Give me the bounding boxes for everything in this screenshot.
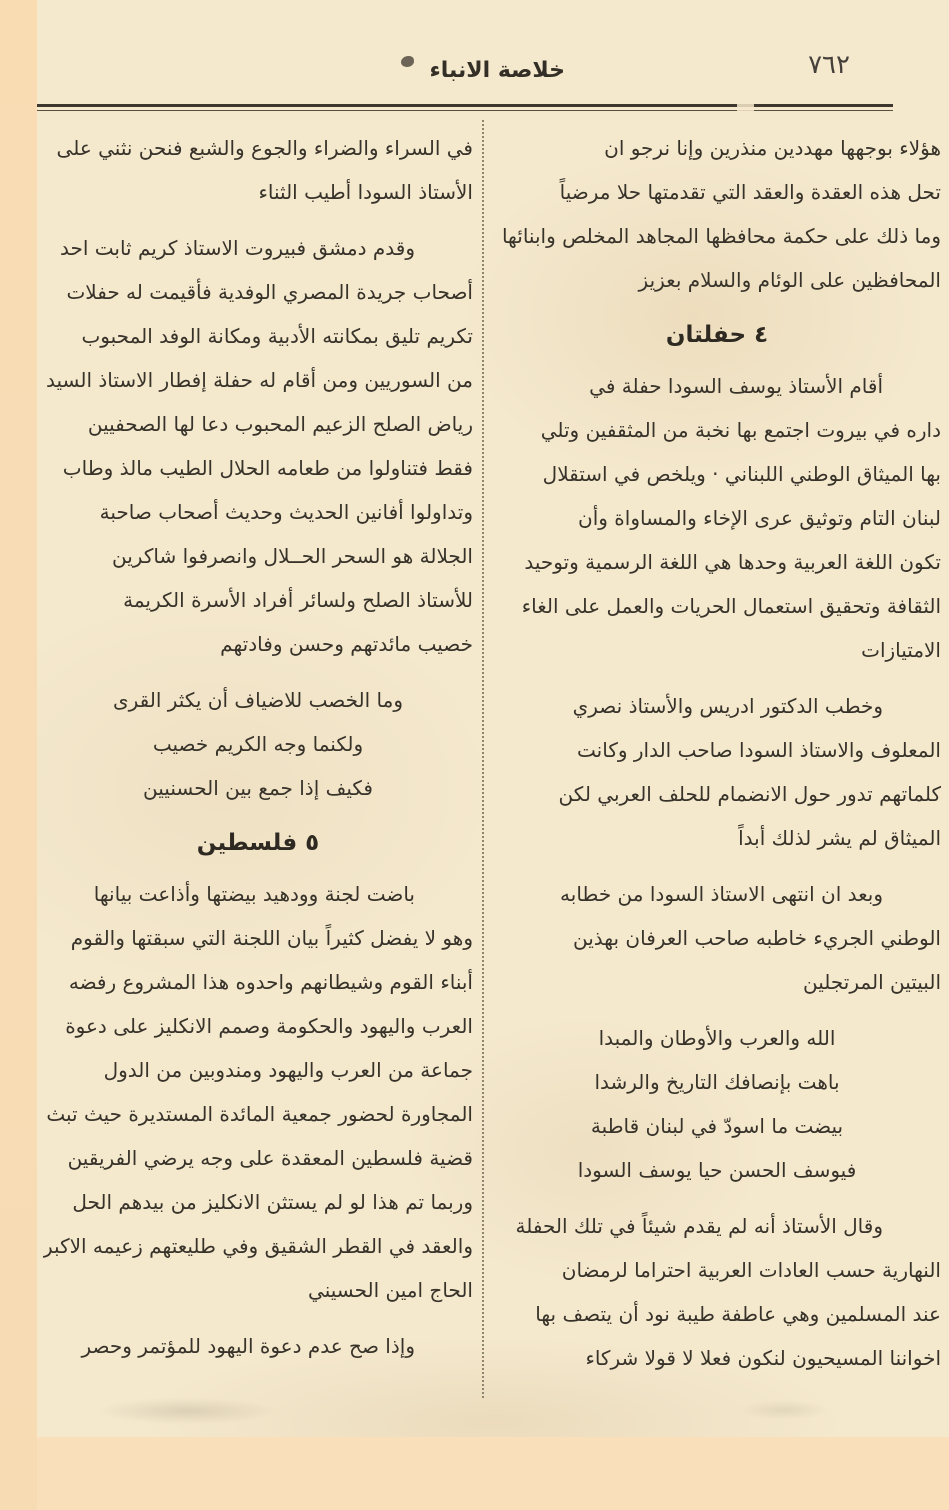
text-line: الثقافة وتحقيق استعمال الحريات والعمل على الغاء	[521, 594, 941, 618]
text-line: للأستاذ الصلح ولسائر أفراد الأسرة الكريمة	[123, 588, 473, 612]
text-line: فيوسف الحسن حيا يوسف السودا	[577, 1158, 857, 1182]
column-right	[487, 118, 949, 1437]
text-line: الأستاذ السودا أطيب الثناء	[258, 180, 473, 204]
text-line: لبنان التام وتوثيق عرى الإخاء والمساواة وأن	[578, 506, 941, 530]
text-line: باهت بإنصافك التاريخ والرشدا	[594, 1070, 840, 1094]
page-title: خلاصة الانباء	[429, 58, 565, 83]
text-line: وهو لا يفضل كثيراً بيان اللجنة التي سبقتها والقوم	[70, 926, 473, 950]
text-block	[43, 872, 473, 1312]
text-line: العرب واليهود والحكومة وصمم الانكليز على دعوة	[65, 1014, 473, 1038]
text-line: الوطني الجريء خاطبه صاحب العرفان بهذين	[572, 926, 941, 950]
text-line: فقط فتناولوا من طعامه الحلال الطيب مالذ وطاب	[62, 456, 473, 480]
text-line: وتداولوا أفانين الحديث وحديث أصحاب صاحبة	[99, 500, 473, 524]
page-scan	[37, 0, 949, 1437]
text-line: المعلوف والاستاذ السودا صاحب الدار وكانت	[577, 738, 941, 762]
column-left	[37, 118, 479, 1437]
bleed-through-mark	[97, 1398, 277, 1424]
text-line: وما الخصب للاضياف أن يكثر القرى	[112, 688, 404, 712]
text-block	[43, 126, 473, 214]
section-heading: ٥ فلسطين	[196, 830, 320, 856]
text-line: الميثاق لم يشر لذلك أبداً	[738, 826, 941, 850]
text-line: أصحاب جريدة المصري الوفدية فأقيمت له حفلات	[66, 280, 473, 304]
page-header	[37, 46, 949, 94]
text-block	[43, 226, 473, 666]
text-line: جماعة من العرب واليهود ومندوبين من الدول	[103, 1058, 473, 1082]
bottom-margin-band	[37, 1437, 949, 1510]
text-line: اخواننا المسيحيون لنكون فعلا لا قولا شركاء	[585, 1346, 941, 1370]
text-line: والعقد في القطر الشقيق وفي طليعتهم زعيمه الاكبر	[43, 1234, 473, 1258]
text-line: فكيف إذا جمع بين الحسنيين	[143, 776, 373, 800]
text-line: رياض الصلح الزعيم المحبوب دعا لها الصحفيين	[87, 412, 473, 436]
text-line: النهارية حسب العادات العربية احتراما لرمضان	[561, 1258, 941, 1282]
text-line: وقال الأستاذ أنه لم يقدم شيئاً في تلك الحفلة	[515, 1214, 883, 1238]
text-line: الحاج امين الحسيني	[308, 1278, 473, 1302]
text-line: تكريم تليق بمكانته الأدبية ومكانة الوفد المحبوب	[81, 324, 473, 348]
text-line: وما ذلك على حكمة محافظها المجاهد المخلص وابنائها	[501, 224, 941, 248]
text-line: وقدم دمشق فبيروت الاستاذ كريم ثابت احد	[59, 236, 415, 260]
text-line: أبناء القوم وشيطانهم واحدوه هذا المشروع رفضه	[68, 970, 473, 994]
text-columns	[37, 118, 949, 1437]
text-block	[493, 684, 941, 860]
header-rule	[37, 104, 893, 111]
left-margin-band	[0, 0, 37, 1510]
text-line: ولكنما وجه الكريم خصيب	[152, 732, 364, 756]
text-block	[493, 1204, 941, 1380]
text-line: هؤلاء بوجهها مهددين منذرين وإنا نرجو ان	[604, 136, 941, 160]
bleed-through-mark	[739, 1400, 829, 1420]
text-line: الجلالة هو السحر الحــلال وانصرفوا شاكرين	[112, 544, 473, 568]
text-line: عند المسلمين وهي عاطفة طيبة نود أن يتصف بها	[535, 1302, 941, 1326]
page-number: ٧٦٢	[808, 50, 850, 80]
section-heading: ٤ حفلتان	[665, 322, 769, 348]
text-line: المحافظين على الوئام والسلام بعزيز	[638, 268, 941, 292]
text-line: تكون اللغة العربية وحدها هي اللغة الرسمية وتوحيد	[524, 550, 941, 574]
text-block	[493, 126, 941, 302]
text-line: وربما تم هذا لو لم يستثن الانكليز من بيدهم الحل	[72, 1190, 473, 1214]
text-line: تحل هذه العقدة والعقد التي تقدمتها حلا مرضياً	[559, 180, 941, 204]
ink-spot	[401, 56, 414, 67]
text-line: الامتيازات	[861, 638, 941, 662]
text-line: المجاورة لحضور جمعية المائدة المستديرة حيث تبث	[46, 1102, 473, 1126]
header-rule-break	[737, 102, 754, 114]
text-line: داره في بيروت اجتمع بها نخبة من المثقفين وتلي	[540, 418, 941, 442]
column-divider	[482, 120, 484, 1398]
text-line: البيتين المرتجلين	[803, 970, 941, 994]
text-line: أقام الأستاذ يوسف السودا حفلة في	[589, 374, 883, 398]
text-line: بيضت ما اسودّ في لبنان قاطبة	[590, 1114, 844, 1138]
text-block	[43, 678, 473, 810]
text-line: قضية فلسطين المعقدة على وجه يرضي الفريقين	[67, 1146, 473, 1170]
text-block	[493, 364, 941, 672]
text-line: خصيب مائدتهم وحسن وفادتهم	[220, 632, 473, 656]
text-line: وبعد ان انتهى الاستاذ السودا من خطابه	[560, 882, 883, 906]
text-line: من السوريين ومن أقام له حفلة إفطار الاستاذ السيد	[45, 368, 473, 392]
text-block	[43, 1324, 473, 1368]
text-line: بها الميثاق الوطني اللبناني · ويلخص في استقلال	[542, 462, 941, 486]
text-block	[493, 872, 941, 1004]
text-line: وخطب الدكتور ادريس والأستاذ نصري	[572, 694, 883, 718]
text-line: الله والعرب والأوطان والمبدا	[598, 1026, 836, 1050]
text-line: في السراء والضراء والجوع والشبع فنحن نثني على	[56, 136, 473, 160]
text-line: باضت لجنة وودهيد بيضتها وأذاعت بيانها	[93, 882, 415, 906]
text-line: كلماتهم تدور حول الانضمام للحلف العربي لكن	[558, 782, 941, 806]
text-block	[493, 1016, 941, 1192]
text-line: وإذا صح عدم دعوة اليهود للمؤتمر وحصر	[81, 1334, 415, 1358]
